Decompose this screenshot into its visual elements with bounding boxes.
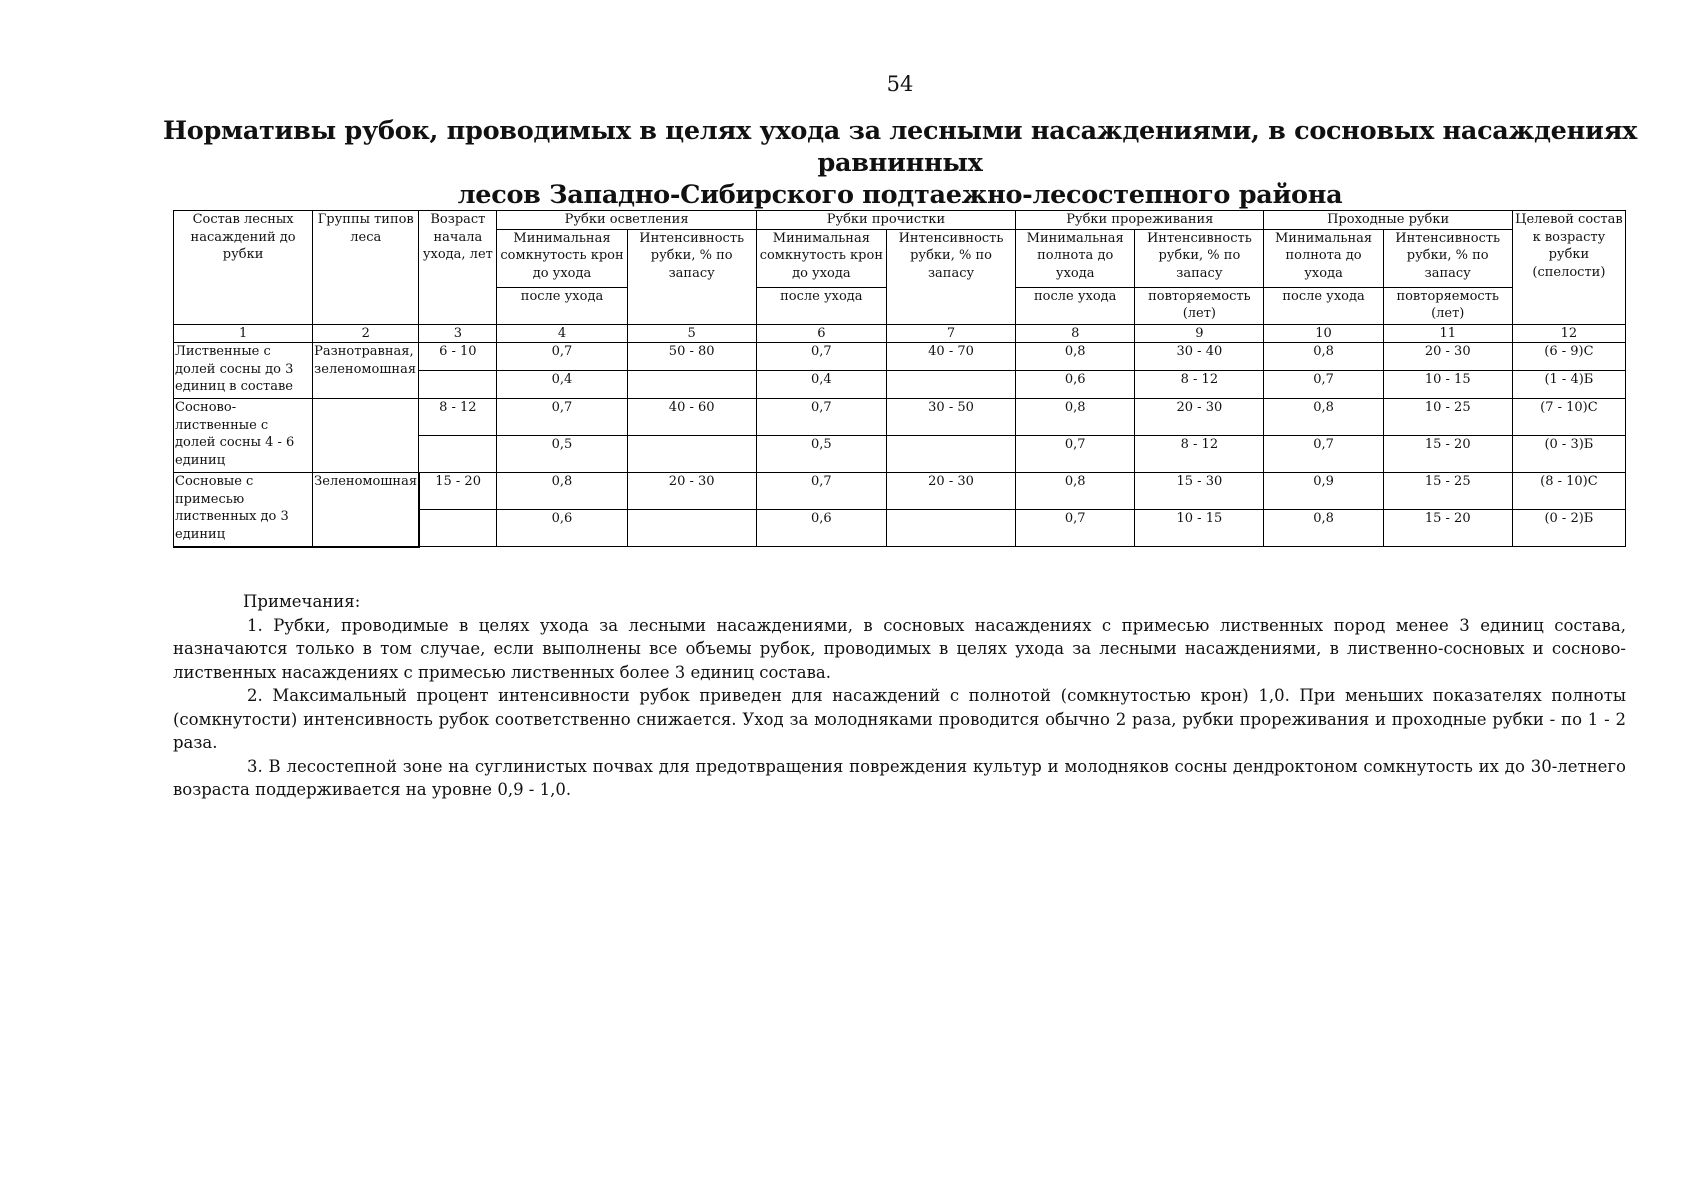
composition-cell: Лиственные с долей сосны до 3 единиц в составе <box>174 343 313 399</box>
table-row <box>174 473 1626 510</box>
target-cell: (8 - 10)С <box>1512 473 1625 510</box>
col-number: 9 <box>1135 324 1264 343</box>
note-item-3: 3. В лесостепной зоне на суглинистых почвах для предотвращения повреждения культур и молодняков сосны дендроктоном сомкнутость их до 30-летнего возраста поддерживается на уровне 0,9 - 1,0. <box>173 756 1626 799</box>
header-repeat-4: повторяемость (лет) <box>1383 287 1512 324</box>
table-row <box>174 343 1626 371</box>
target-cell: (1 - 4)Б <box>1512 371 1625 399</box>
note-item-2: 2. Максимальный процент интенсивности рубок приведен для насаждений с полнотой (сомкнутостью крон) 1,0. При меньших показателях полноты (сомкнутости) интенсивность рубок соответственно снижается. Уход за молодняками проводится обычно 2 раза, рубки прореживания и проходные рубки - по 1 - 2 раза. <box>173 686 1626 752</box>
header-group-prochistka: Рубки прочистки <box>756 211 1015 230</box>
header-forest-type: Группы типов леса <box>313 211 419 325</box>
notes-section <box>173 590 1626 802</box>
value-cell: 0,8 <box>1264 343 1383 371</box>
title-line-1: Нормативы рубок, проводимых в целях ухода за лесными насаждениями, в сосновых насаждениях равнинных <box>162 116 1638 178</box>
value-cell: 20 - 30 <box>1383 343 1512 371</box>
value-cell <box>627 371 756 399</box>
value-cell: 10 - 15 <box>1135 510 1264 547</box>
value-cell: 8 - 12 <box>1135 436 1264 473</box>
notes-heading: Примечания: <box>243 592 361 611</box>
value-cell <box>886 436 1015 473</box>
col-number: 11 <box>1383 324 1512 343</box>
forest-type-cell: Разнотравная, зеленомошная <box>313 343 419 399</box>
col-number: 7 <box>886 324 1015 343</box>
header-after-3: после ухода <box>1016 287 1135 324</box>
col-number: 12 <box>1512 324 1625 343</box>
column-numbers-row <box>174 324 1626 343</box>
value-cell: 10 - 25 <box>1383 399 1512 436</box>
col-number: 6 <box>756 324 886 343</box>
header-target-composition: Целевой состав к возрасту рубки (спелости) <box>1512 211 1625 325</box>
age-cell <box>419 436 497 473</box>
col-number: 8 <box>1016 324 1135 343</box>
header-intensity-2: Интенсивность рубки, % по запасу <box>886 229 1015 324</box>
value-cell: 0,8 <box>497 473 627 510</box>
composition-cell: Сосново-лиственные с долей сосны 4 - 6 единиц <box>174 399 313 473</box>
norms-table <box>173 210 1626 548</box>
value-cell <box>627 510 756 547</box>
value-cell: 0,7 <box>1264 436 1383 473</box>
document-title <box>160 115 1640 211</box>
table-row <box>174 399 1626 436</box>
value-cell: 30 - 50 <box>886 399 1015 436</box>
value-cell: 15 - 20 <box>1383 510 1512 547</box>
value-cell: 15 - 25 <box>1383 473 1512 510</box>
target-cell: (0 - 2)Б <box>1512 510 1625 547</box>
value-cell: 0,6 <box>1016 371 1135 399</box>
value-cell: 0,4 <box>497 371 627 399</box>
value-cell: 0,8 <box>1016 343 1135 371</box>
value-cell: 0,5 <box>756 436 886 473</box>
target-cell: (6 - 9)С <box>1512 343 1625 371</box>
age-cell <box>419 371 497 399</box>
value-cell: 0,5 <box>497 436 627 473</box>
value-cell: 0,7 <box>497 343 627 371</box>
age-cell: 15 - 20 <box>419 473 497 510</box>
header-age: Возраст начала ухода, лет <box>419 211 497 325</box>
age-cell: 6 - 10 <box>419 343 497 371</box>
header-intensity-1: Интенсивность рубки, % по запасу <box>627 229 756 324</box>
title-line-2: лесов Западно-Сибирского подтаежно-лесостепного района <box>457 180 1343 210</box>
age-cell <box>419 510 497 547</box>
col-number: 1 <box>174 324 313 343</box>
value-cell: 40 - 70 <box>886 343 1015 371</box>
header-group-prorezhivanie: Рубки прореживания <box>1016 211 1264 230</box>
value-cell: 0,8 <box>1016 473 1135 510</box>
forest-type-cell <box>313 399 419 473</box>
value-cell: 0,7 <box>1016 436 1135 473</box>
value-cell: 10 - 15 <box>1383 371 1512 399</box>
value-cell <box>627 436 756 473</box>
col-number: 2 <box>313 324 419 343</box>
header-row-1 <box>174 211 1626 230</box>
header-after-4: после ухода <box>1264 287 1383 324</box>
header-group-prohodnye: Проходные рубки <box>1264 211 1512 230</box>
value-cell: 0,7 <box>1264 371 1383 399</box>
header-intensity-4: Интенсивность рубки, % по запасу <box>1383 229 1512 287</box>
value-cell <box>886 510 1015 547</box>
value-cell: 30 - 40 <box>1135 343 1264 371</box>
target-cell: (7 - 10)С <box>1512 399 1625 436</box>
header-group-osvetlenie: Рубки осветления <box>497 211 756 230</box>
note-item-1: 1. Рубки, проводимые в целях ухода за лесными насаждениями, в сосновых насаждениях с примесью лиственных пород менее 3 единиц состава, назначаются только в том случае, если выполнены все объемы рубок, проводимых в целях ухода за лесными насаждениями, в лиственно-сосновых и сосново-лиственных насаждениях с примесью лиственных более 3 единиц состава. <box>173 615 1626 682</box>
age-cell: 8 - 12 <box>419 399 497 436</box>
value-cell: 15 - 30 <box>1135 473 1264 510</box>
value-cell: 0,9 <box>1264 473 1383 510</box>
target-cell: (0 - 3)Б <box>1512 436 1625 473</box>
page-number: 54 <box>886 72 914 96</box>
header-min-closure-1: Минимальная сомкнутость крон до ухода <box>497 229 627 287</box>
col-number: 10 <box>1264 324 1383 343</box>
header-min-density-4: Минимальная полнота до ухода <box>1264 229 1383 287</box>
value-cell: 0,7 <box>1016 510 1135 547</box>
value-cell: 8 - 12 <box>1135 371 1264 399</box>
col-number: 5 <box>627 324 756 343</box>
value-cell: 0,7 <box>756 399 886 436</box>
value-cell: 20 - 30 <box>1135 399 1264 436</box>
value-cell: 0,6 <box>756 510 886 547</box>
value-cell: 0,8 <box>1016 399 1135 436</box>
header-intensity-3: Интенсивность рубки, % по запасу <box>1135 229 1264 287</box>
value-cell <box>886 371 1015 399</box>
value-cell: 0,7 <box>756 473 886 510</box>
value-cell: 0,8 <box>1264 510 1383 547</box>
value-cell: 15 - 20 <box>1383 436 1512 473</box>
composition-cell: Сосновые с примесью лиственных до 3 единиц <box>174 473 313 547</box>
header-after-2: после ухода <box>756 287 886 324</box>
value-cell: 0,7 <box>497 399 627 436</box>
value-cell: 0,8 <box>1264 399 1383 436</box>
header-min-closure-2: Минимальная сомкнутость крон до ухода <box>756 229 886 287</box>
value-cell: 0,7 <box>756 343 886 371</box>
value-cell: 50 - 80 <box>627 343 756 371</box>
header-composition: Состав лесных насаждений до рубки <box>174 211 313 325</box>
value-cell: 40 - 60 <box>627 399 756 436</box>
col-number: 4 <box>497 324 627 343</box>
value-cell: 20 - 30 <box>627 473 756 510</box>
col-number: 3 <box>419 324 497 343</box>
value-cell: 20 - 30 <box>886 473 1015 510</box>
value-cell: 0,4 <box>756 371 886 399</box>
forest-type-cell: Зеленомошная <box>313 473 419 547</box>
header-repeat-3: повторяемость (лет) <box>1135 287 1264 324</box>
value-cell: 0,6 <box>497 510 627 547</box>
header-min-density-3: Минимальная полнота до ухода <box>1016 229 1135 287</box>
header-after-1: после ухода <box>497 287 627 324</box>
